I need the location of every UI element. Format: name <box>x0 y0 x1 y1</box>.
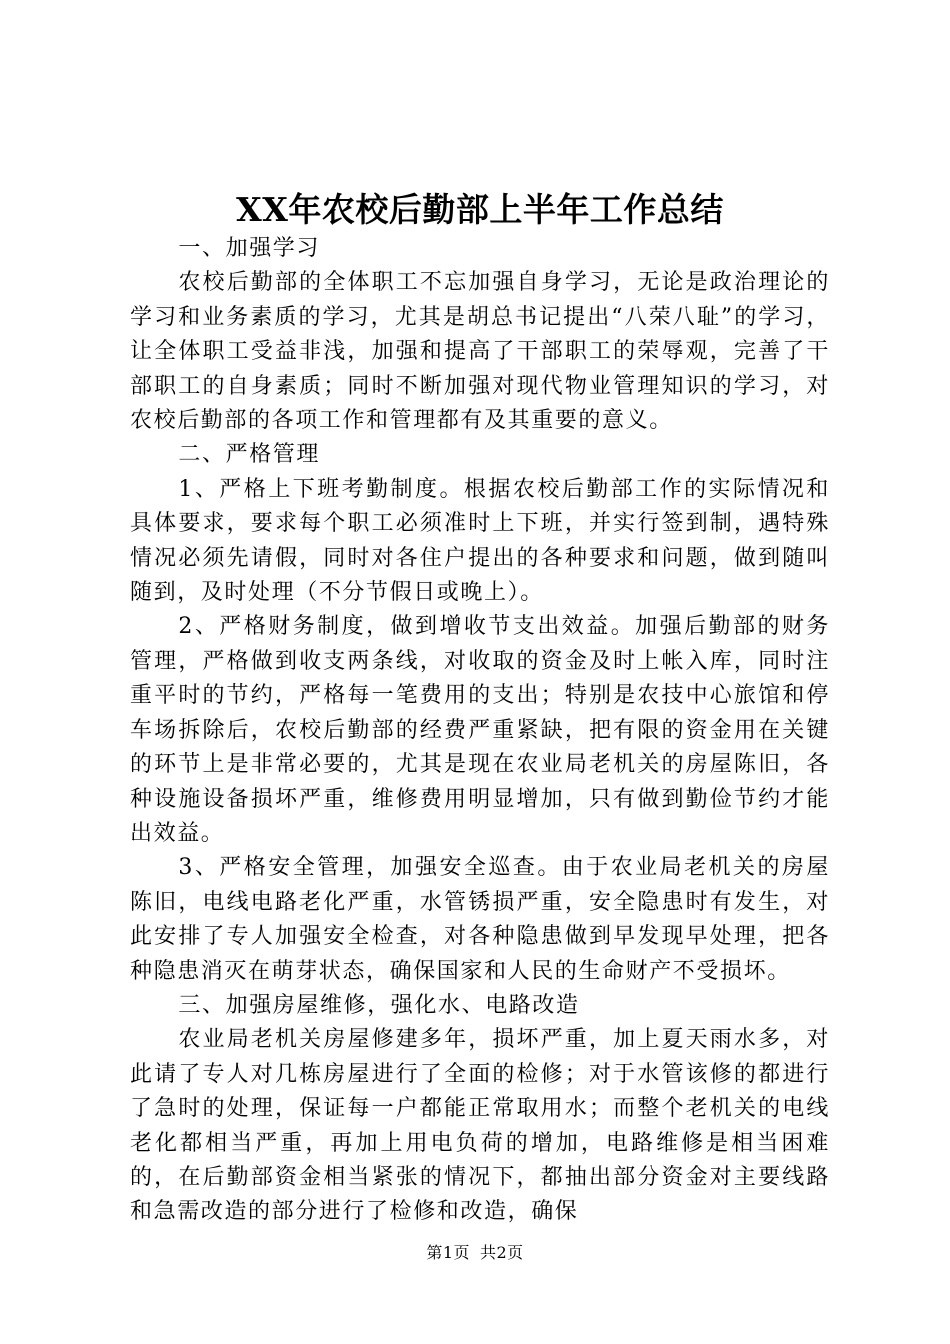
document-page <box>130 0 830 1344</box>
page-number: 第1页 <box>426 1243 470 1262</box>
page-footer <box>0 1241 950 1265</box>
section-heading-3: 三、加强房屋维修，强化水、电路改造 <box>178 992 580 1018</box>
section-heading-2: 二、严格管理 <box>178 442 320 468</box>
page-total: 共2页 <box>480 1243 524 1262</box>
document-title: XX年农校后勤部上半年工作总结 <box>236 190 724 229</box>
paragraph-attendance: 1、严格上下班考勤制度。根据农校后勤部工作的实际情况和具体要求，要求每个职工必须准时上下班，并实行签到制，遇特殊情况必须先请假，同时对各住户提出的各种要求和问题，做到随叫随到，及时处理（不分节假日或晚上）。 <box>130 476 830 606</box>
section-heading-1: 一、加强学习 <box>178 236 320 261</box>
paragraph-safety: 3、严格安全管理，加强安全巡查。由于农业局老机关的房屋陈旧，电线电路老化严重，水管锈损严重，安全隐患时有发生，对此安排了专人加强安全检查，对各种隐患做到早发现早处理，把各种隐患消灭在萌芽状态，确保国家和人民的生命财产不受损坏。 <box>130 855 830 984</box>
paragraph-finance: 2、严格财务制度，做到增收节支出效益。加强后勤部的财务管理，严格做到收支两条线，对收取的资金及时上帐入库，同时注重平时的节约，严格每一笔费用的支出；特别是农技中心旅馆和停车场拆除后，农校后勤部的经费严重紧缺，把有限的资金用在关键的环节上是非常必要的，尤其是现在农业局老机关的房屋陈旧，各种设施设备损坏严重，维修费用明显增加，只有做到勤俭节约才能出效益。 <box>130 614 830 846</box>
document-body <box>130 232 830 1230</box>
paragraph-study: 农校后勤部的全体职工不忘加强自身学习，无论是政治理论的学习和业务素质的学习，尤其是胡总书记提出“八荣八耻”的学习，让全体职工受益非浅，加强和提高了干部职工的荣辱观，完善了干部职工的自身素质；同时不断加强对现代物业管理知识的学习，对农校后勤部的各项工作和管理都有及其重要的意义。 <box>130 270 830 434</box>
paragraph-maintenance: 农业局老机关房屋修建多年，损坏严重，加上夏天雨水多，对此请了专人对几栋房屋进行了全面的检修；对于水管该修的都进行了急时的处理，保证每一户都能正常取用水；而整个老机关的电线老化都相当严重，再加上用电负荷的增加，电路维修是相当困难的，在后勤部资金相当紧张的情况下，都抽出部分资金对主要线路和急需改造的部分进行了检修和改造，确保 <box>130 1027 830 1225</box>
